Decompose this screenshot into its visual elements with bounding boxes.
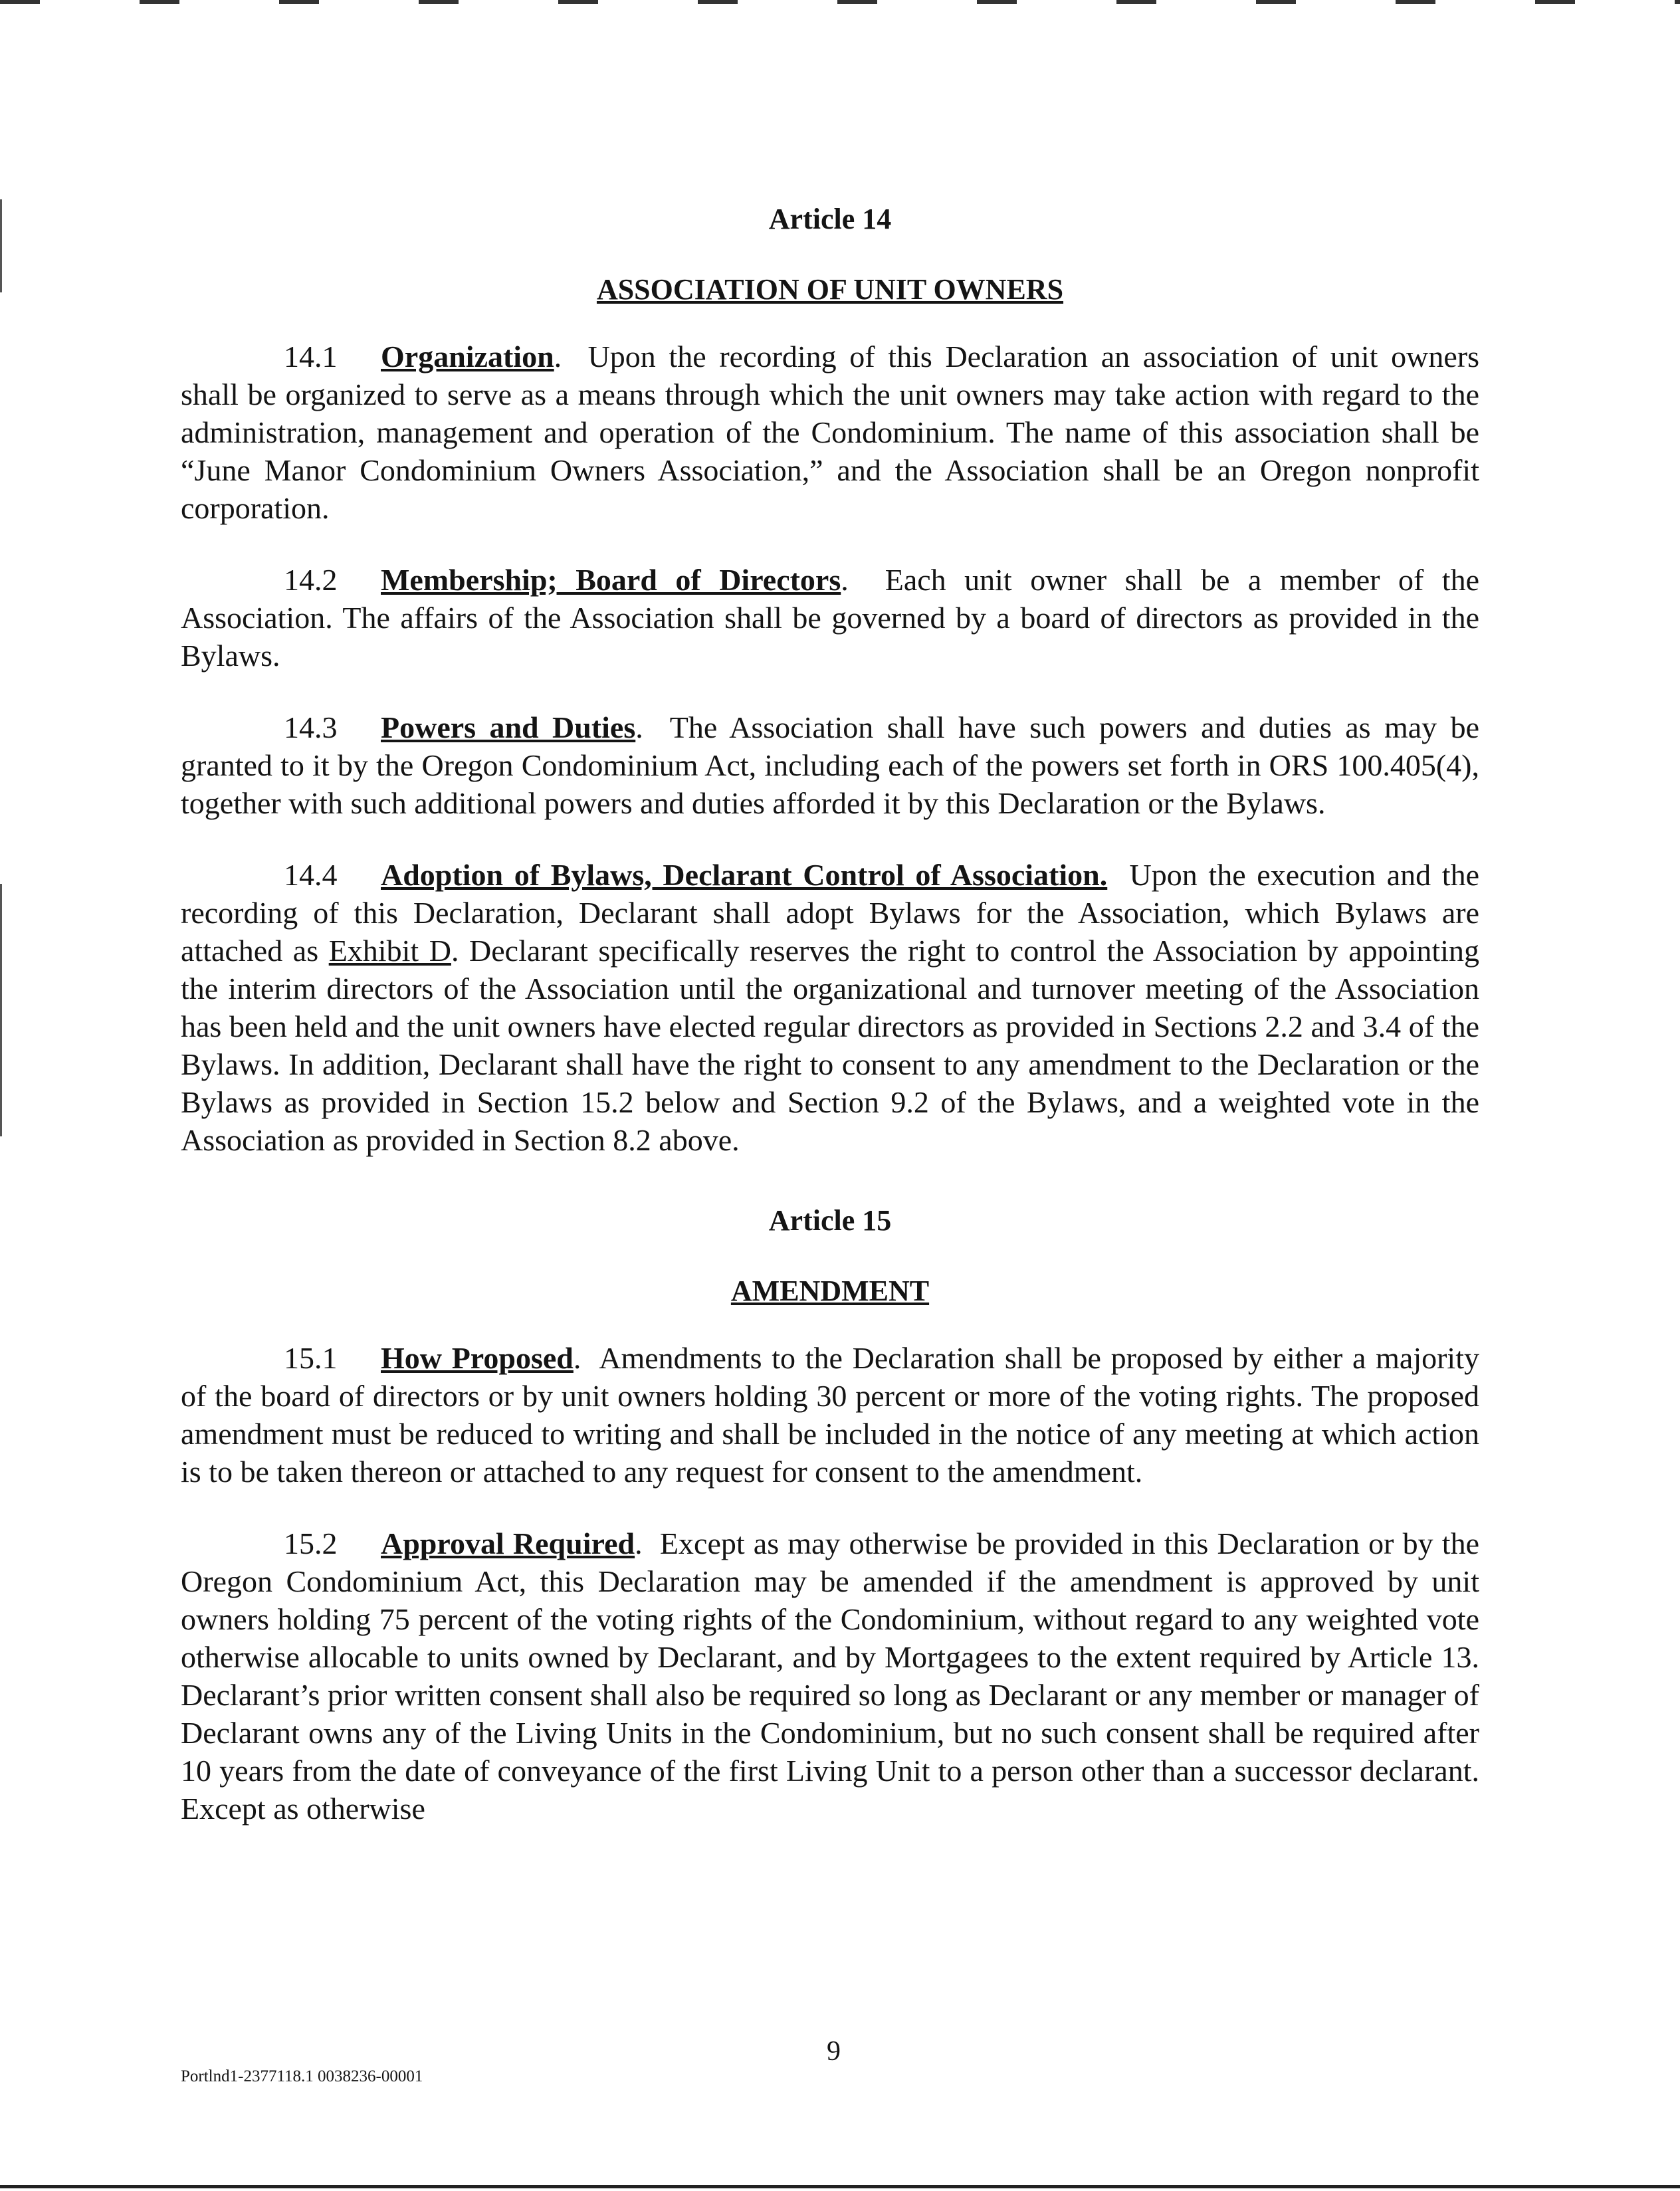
section-heading: How Proposed <box>381 1341 574 1375</box>
article-number: Article 15 <box>768 1204 892 1237</box>
section-14-3 <box>181 708 1479 822</box>
section-number: 14.4 <box>284 858 338 892</box>
page-number: 9 <box>827 2036 841 2067</box>
document-page <box>181 199 1479 1861</box>
heading-period: . <box>841 563 849 597</box>
heading-period: . <box>635 710 643 744</box>
section-text: The Association shall have such powers and duties as may be granted to it by the Oregon Condominium Act, including each of the powers set forth in ORS 100.405(4), together with such additional powers and duties afforded it by this Declaration or the Bylaws. <box>181 710 1479 820</box>
section-heading: Adoption of Bylaws, Declarant Control of Association. <box>381 858 1108 892</box>
section-number: 15.1 <box>284 1341 338 1375</box>
article-title: AMENDMENT <box>730 1275 930 1307</box>
section-heading: Organization <box>381 340 554 373</box>
section-number: 14.1 <box>284 340 338 373</box>
section-14-2 <box>181 561 1479 675</box>
exhibit-reference: Exhibit D <box>328 934 451 968</box>
section-15-1 <box>181 1339 1479 1491</box>
article-number: Article 14 <box>768 203 892 235</box>
section-heading: Membership; Board of Directors <box>381 563 841 597</box>
scan-bottom-edge <box>0 2185 1680 2188</box>
scan-left-edge-mark <box>0 884 2 1136</box>
scan-top-edge <box>0 0 1680 4</box>
section-14-4 <box>181 856 1479 1159</box>
document-reference: Portlnd1-2377118.1 0038236-00001 <box>181 2067 423 2085</box>
section-heading: Powers and Duties <box>381 710 636 744</box>
section-number: 15.2 <box>284 1526 338 1560</box>
section-text: Amendments to the Declaration shall be proposed by either a majority of the board of directors or by unit owners holding 30 percent or more of the voting rights. The proposed amendment must be reduced to writing and shall be included in the notice of any meeting at which action is to be taken thereon or attached to any request for consent to the amendment. <box>181 1341 1479 1489</box>
section-text: Each unit owner shall be a member of the Association. The affairs of the Association shall be governed by a board of directors as provided in the Bylaws. <box>181 563 1480 673</box>
scan-left-edge-mark <box>0 199 2 292</box>
section-number: 14.3 <box>284 710 338 744</box>
heading-period: . <box>554 340 562 373</box>
article-title: ASSOCIATION OF UNIT OWNERS <box>596 273 1064 306</box>
section-text-continued: . Declarant specifically reserves the right to control the Association by appointing the interim directors of the Association until the organizational and turnover meeting of the Association has been held and the unit owners have elected regular directors as provided in Sections 2.2 and 3.4 of the Bylaws. In addition, Declarant shall have the right to consent to any amendment to the Declaration or the Bylaws as provided in Section 15.2 below and Section 9.2 of the Bylaws, and a weighted vote in the Association as provided in Section 8.2 above. <box>181 934 1479 1157</box>
section-text: Except as may otherwise be provided in this Declaration or by the Oregon Condominium Act, this Declaration may be amended if the amendment is approved by unit owners holding 75 percent of the voting rights of the Condominium, without regard to any weighted vote otherwise allocable to units owned by Declarant, and by Mortgagees to the extent required by Article 13. Declarant’s prior written consent shall also be required so long as Declarant or any member or manager of Declarant owns any of the Living Units in the Condominium, but no such consent shall be required after 10 years from the date of conveyance of the first Living Unit to a person other than a successor declarant. Except as otherwise <box>181 1526 1480 1826</box>
section-text: Upon the recording of this Declaration an association of unit owners shall be organized to serve as a means through which the unit owners may take action with regard to the administration, management and operation of the Condominium. The name of this association shall be “June Manor Condominium Owners Association,” and the Association shall be an Oregon nonprofit corporation. <box>181 340 1480 525</box>
section-14-1 <box>181 338 1479 527</box>
section-text: Upon the execution and the recording of this Declaration, Declarant shall adopt Bylaws for the Association, which Bylaws are attached as <box>181 858 1480 968</box>
article-14 <box>181 199 1479 1159</box>
heading-period: . <box>635 1526 643 1560</box>
article-15 <box>181 1201 1479 1827</box>
section-heading: Approval Required <box>381 1526 635 1560</box>
section-15-2 <box>181 1524 1479 1827</box>
section-number: 14.2 <box>284 563 338 597</box>
heading-period: . <box>573 1341 581 1375</box>
